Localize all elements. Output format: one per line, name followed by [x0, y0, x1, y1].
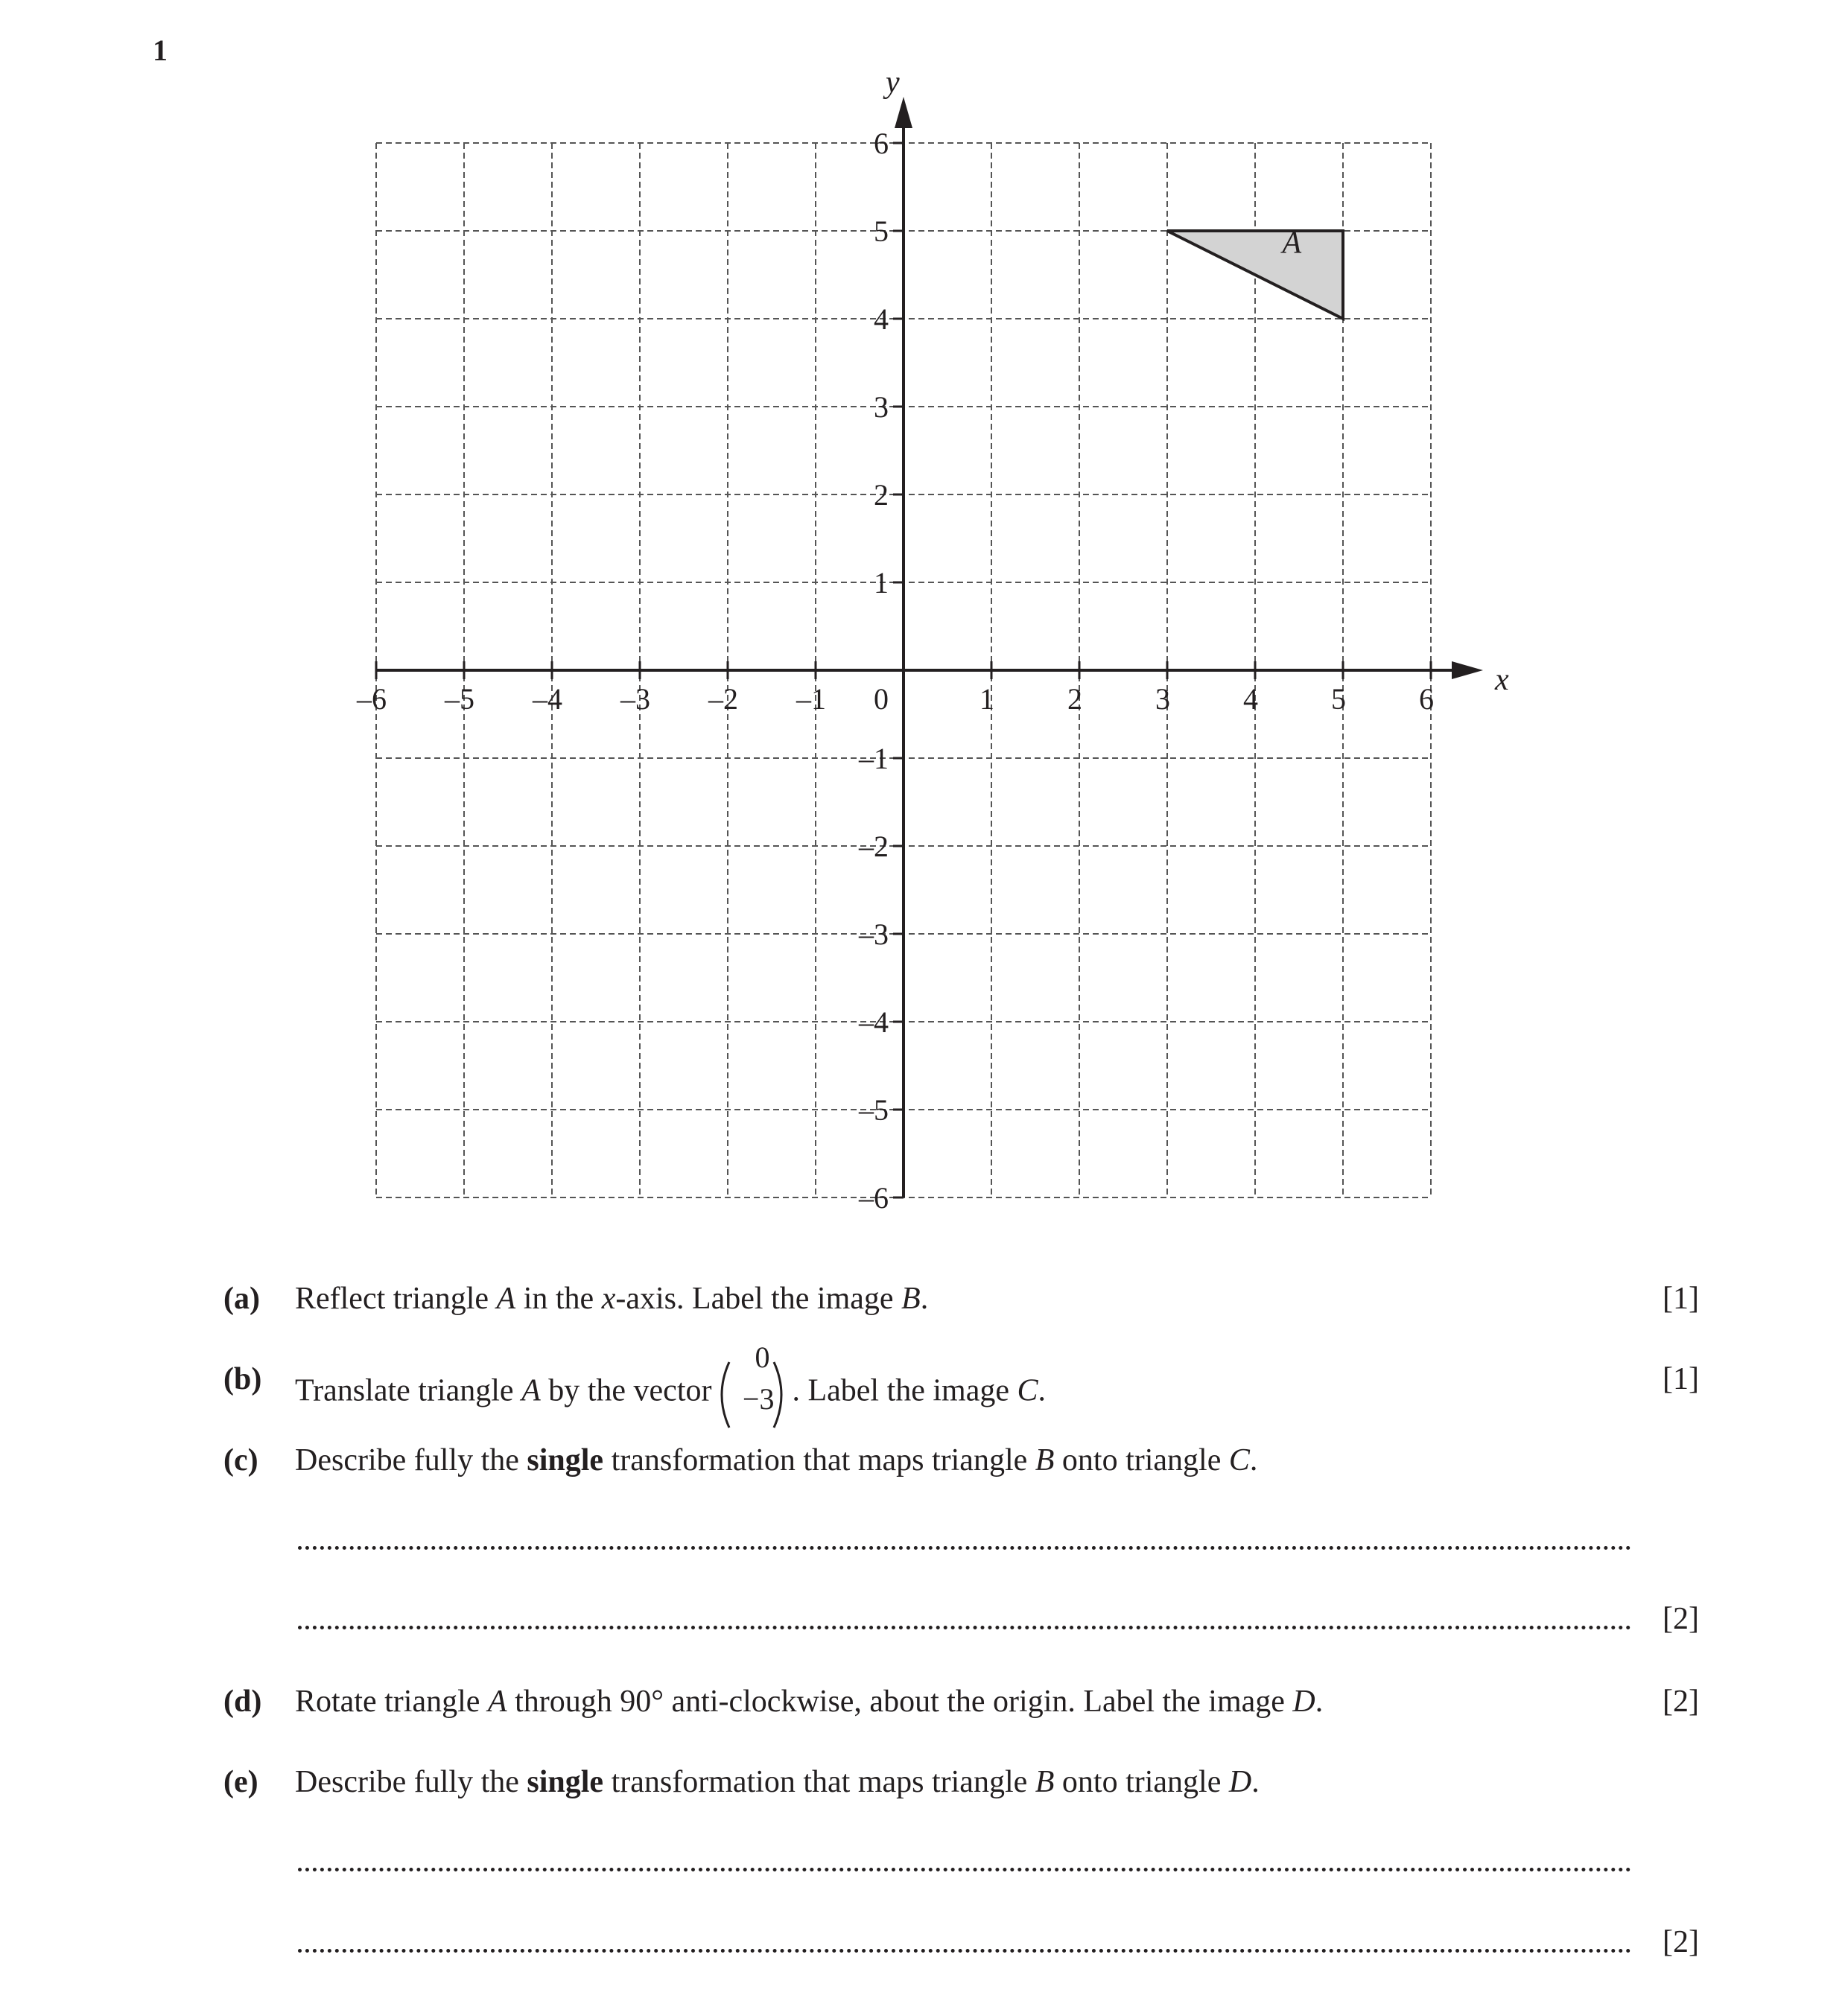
y-tick-label: 1 [874, 566, 889, 599]
part-b-text: Translate triangle A by the vector 0 −3 . Label the image C. [295, 1364, 1046, 1423]
part-b-label: (b) [223, 1362, 262, 1396]
x-tick-label: 1 [979, 682, 994, 716]
x-tick-label: –1 [796, 682, 826, 716]
x-tick-label: 2 [1067, 682, 1082, 716]
x-tick-label: –3 [620, 682, 650, 716]
answer-line-c1[interactable] [298, 1546, 1631, 1550]
x-tick-label: 6 [1419, 682, 1434, 716]
part-e-marks: [2] [1663, 1925, 1699, 1959]
part-c-text: Describe fully the single transformation that maps triangle B onto triangle C. [295, 1443, 1258, 1477]
x-axis-arrow [1452, 661, 1483, 679]
part-d-text: Rotate triangle A through 90° anti-clockwise, about the origin. Label the image D. [295, 1685, 1324, 1719]
x-tick-label: –4 [533, 682, 562, 716]
answer-line-c2[interactable] [298, 1626, 1631, 1629]
question-number: 1 [153, 34, 168, 67]
part-d-label: (d) [223, 1685, 262, 1719]
part-e-text: Describe fully the single transformation that maps triangle B onto triangle D. [295, 1765, 1260, 1799]
y-tick-label: 5 [874, 214, 889, 248]
part-d-marks: [2] [1663, 1685, 1699, 1719]
y-tick-label: 6 [874, 127, 889, 160]
answer-line-e1[interactable] [298, 1868, 1631, 1871]
y-tick-label: –5 [859, 1093, 889, 1127]
y-tick-label: 3 [874, 390, 889, 424]
x-tick-label: –5 [445, 682, 474, 716]
part-c-label: (c) [223, 1443, 258, 1477]
y-tick-label: –2 [859, 830, 889, 863]
y-axis-arrow [895, 97, 912, 128]
answer-line-e2[interactable] [298, 1949, 1631, 1953]
y-tick-label: –4 [859, 1005, 889, 1039]
vector-top: 0 [755, 1340, 770, 1374]
y-tick-label: –6 [859, 1181, 889, 1215]
y-tick-label: 4 [874, 302, 889, 336]
triangle-a-shape [1167, 231, 1343, 319]
x-tick-label: –6 [357, 682, 387, 716]
triangle-a [1167, 226, 1343, 319]
y-axis-label: y [886, 66, 900, 100]
x-axis-label: x [1495, 663, 1509, 697]
part-e-label: (e) [223, 1765, 258, 1799]
x-tick-label: –2 [708, 682, 738, 716]
x-tick-label: 5 [1331, 682, 1346, 716]
triangle-a-label: A [1282, 226, 1302, 261]
part-a-text: Reflect triangle A in the x-axis. Label the image B. [295, 1282, 929, 1316]
part-a-marks: [1] [1663, 1282, 1699, 1316]
column-vector [713, 1340, 790, 1423]
x-tick-label: 0 [874, 682, 889, 716]
vector-bottom: −3 [742, 1382, 775, 1416]
y-tick-label: –1 [859, 742, 889, 775]
x-tick-label: 4 [1243, 682, 1258, 716]
x-tick-label: 3 [1155, 682, 1170, 716]
y-tick-label: 2 [874, 478, 889, 512]
part-b-marks: [1] [1663, 1362, 1699, 1396]
part-c-marks: [2] [1663, 1602, 1699, 1636]
part-a-label: (a) [223, 1282, 260, 1316]
y-tick-label: –3 [859, 917, 889, 951]
